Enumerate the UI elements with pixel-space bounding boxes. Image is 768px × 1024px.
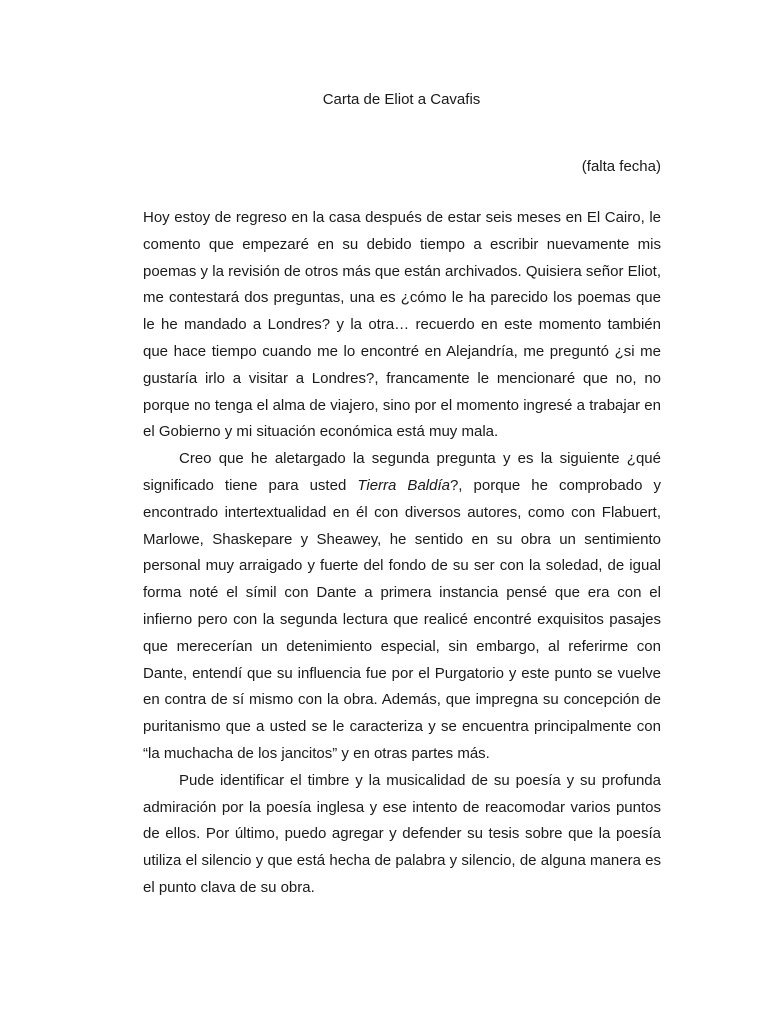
letter-title: Carta de Eliot a Cavafis xyxy=(322,91,481,108)
paragraph-2-text-end: ?, porque he comprobado y encontrado intertextualidad en él con diversos autores, como con Flabuert, Marlowe, Shaskepare y Sheawey, he sentido en su obra un sentimiento personal muy arraigado y fuerte del fondo de su ser con la soledad, de igual forma noté el símil con Dante a primera instancia pensé que era con el infierno pero con la segunda lectura que realicé encontré exquisitos pasajes que merecerían un detenimiento especial, sin embargo, al referirme con Dante, entendí que su influencia fue por el Purgatorio y este punto se vuelve en contra de sí mismo con la obra. Además, que impregna su concepción de puritanismo que a usted se le caracteriza y se encuentra principalmente con “la muchacha de los jancitos” y en otras partes más. xyxy=(143,476,661,762)
paragraph-1: Hoy estoy de regreso en la casa después de estar seis meses en El Cairo, le comento que empezaré en su debido tiempo a escribir nuevamente mis poemas y la revisión de otros más que están archivados. Quisiera señor Eliot, me contestará dos preguntas, una es ¿cómo le ha parecido los poemas que le he mandado a Londres? y la otra… recuerdo en este momento también que hace tiempo cuando me lo encontré en Alejandría, me preguntó ¿si me gustaría irlo a visitar a Londres?, francamente le mencionaré que no, no porque no tenga el alma de viajero, sino por el momento ingresé a trabajar en el Gobierno y mi situación económica está muy mala. xyxy=(143,209,661,441)
paragraph-2 xyxy=(143,446,661,768)
letter-date: (falta fecha) xyxy=(581,158,661,175)
paragraph-2-text-start: Creo que he aletargado la segunda pregunta y es la siguiente ¿qué significado tiene para usted xyxy=(143,450,661,494)
book-title-italic: Tierra Baldía xyxy=(357,476,450,494)
paragraph-3: Pude identificar el timbre y la musicalidad de su poesía y su profunda admiración por la poesía inglesa y ese intento de reacomodar varios puntos de ellos. Por último, puedo agregar y defender su tesis sobre que la poesía utiliza el silencio y que está hecha de palabra y silencio, de alguna manera es el punto clava de su obra. xyxy=(143,771,661,896)
letter-body xyxy=(143,205,661,902)
